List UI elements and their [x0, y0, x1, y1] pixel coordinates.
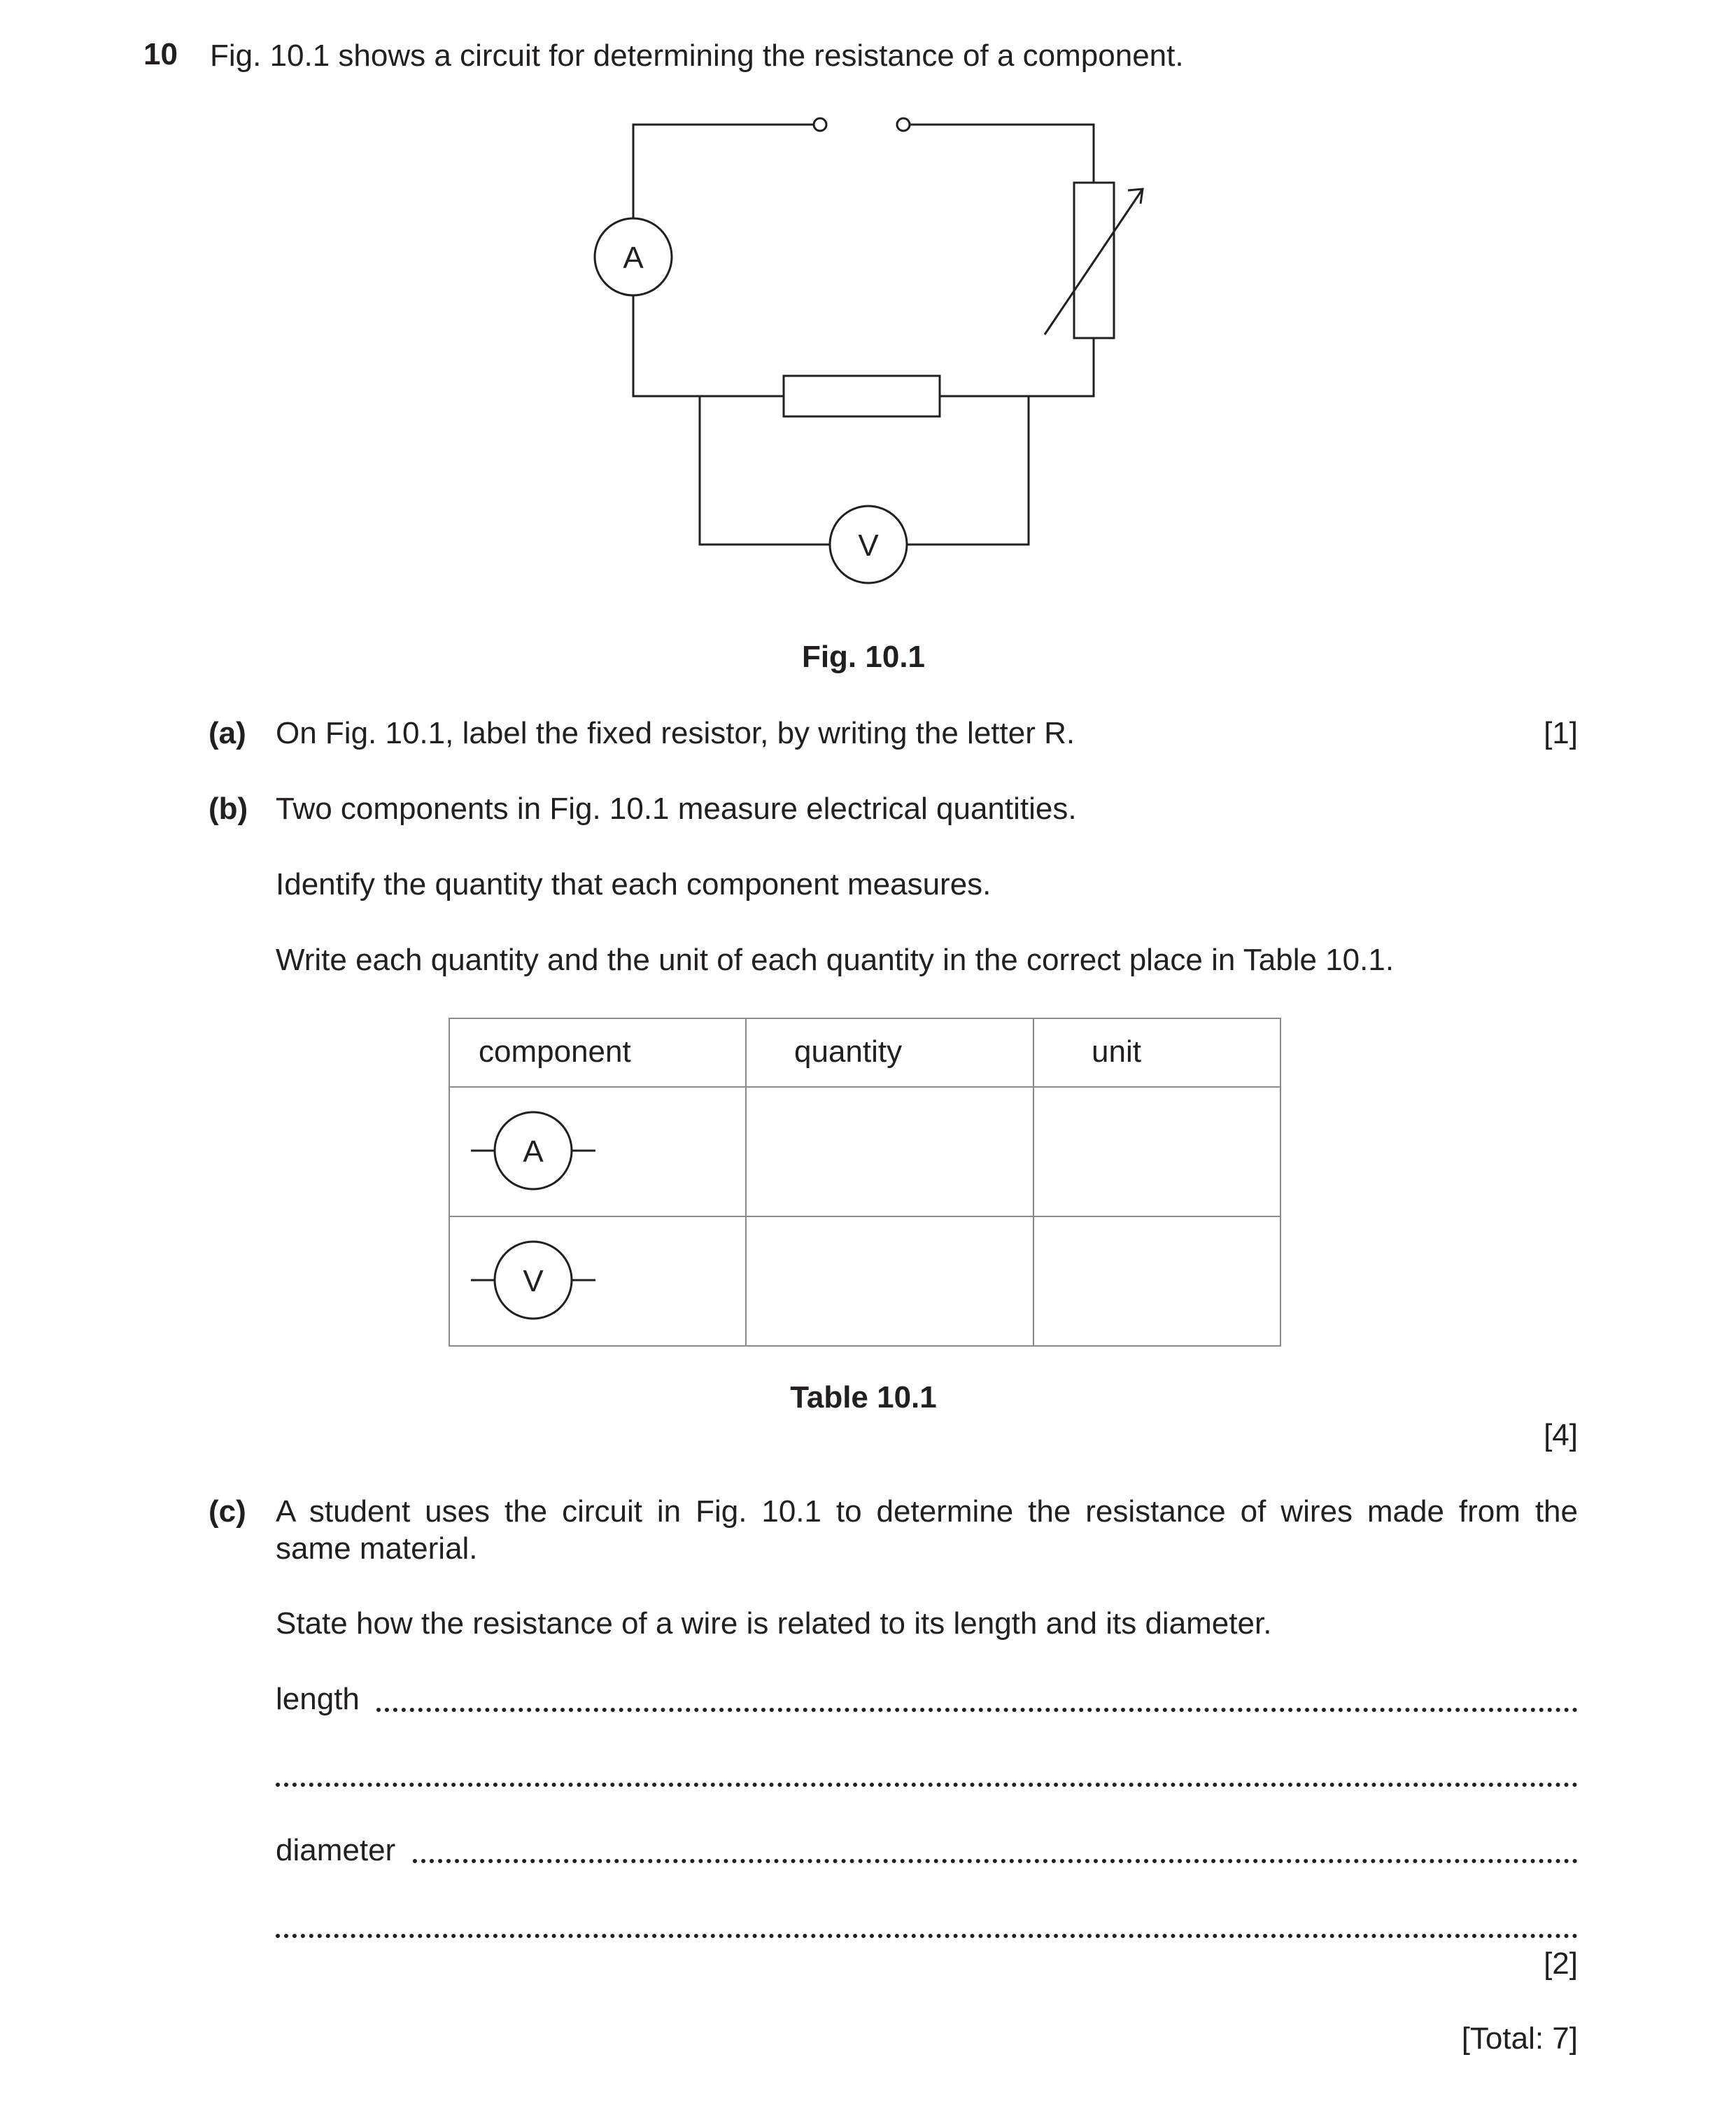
question-number: 10 [143, 37, 178, 71]
quantity-cell-ammeter[interactable] [746, 1087, 1033, 1216]
diameter-answer-line-2[interactable] [276, 1934, 1578, 1938]
unit-cell-ammeter[interactable] [1033, 1087, 1280, 1216]
length-answer-line-1[interactable] [376, 1708, 1578, 1712]
part-b-label: (b) [209, 792, 248, 826]
switch-terminal-left [814, 118, 826, 131]
voltmeter-symbol-small [471, 1217, 597, 1343]
part-b-text-2: Identify the quantity that each component measures. [276, 867, 992, 901]
unit-cell-voltmeter[interactable] [1033, 1216, 1280, 1346]
part-a-text: On Fig. 10.1, label the fixed resistor, by writing the letter R. [276, 716, 1075, 750]
quantity-cell-voltmeter[interactable] [746, 1216, 1033, 1346]
table-row [449, 1216, 1280, 1346]
part-b-marks: [4] [1544, 1418, 1578, 1452]
header-quantity: quantity [794, 1034, 903, 1069]
part-c-text-line-2: same material. [276, 1531, 478, 1566]
length-label: length [276, 1682, 360, 1716]
part-b-text-3: Write each quantity and the unit of each quantity in the correct place in Table 10.1. [276, 943, 1395, 977]
part-c-marks: [2] [1544, 1946, 1578, 1981]
header-component: component [479, 1034, 631, 1069]
part-c-label: (c) [209, 1494, 246, 1529]
diameter-answer-line-1[interactable] [413, 1859, 1578, 1863]
diameter-label: diameter [276, 1833, 396, 1867]
wire-voltmeter-right [907, 396, 1029, 545]
fixed-resistor [784, 376, 940, 416]
wire-right-lower [940, 338, 1094, 396]
ammeter-letter: A [623, 241, 644, 275]
part-a-marks: [1] [1544, 716, 1578, 750]
table-row [449, 1087, 1280, 1216]
header-cell-unit [1033, 1018, 1280, 1087]
wire-top-left [633, 125, 814, 218]
part-c-text-2: State how the resistance of a wire is related to its length and its diameter. [276, 1606, 1272, 1641]
component-cell-ammeter [449, 1087, 746, 1216]
wire-left-lower [633, 295, 784, 396]
header-cell-quantity [746, 1018, 1033, 1087]
wire-top-right [910, 125, 1094, 183]
component-cell-voltmeter [449, 1216, 746, 1346]
wire-voltmeter-left [700, 396, 830, 545]
length-answer-line-2[interactable] [276, 1783, 1578, 1787]
part-b-text-1: Two components in Fig. 10.1 measure electrical quantities. [276, 792, 1077, 826]
part-a-label: (a) [209, 716, 246, 750]
ammeter-symbol-letter: A [523, 1135, 544, 1169]
ammeter-symbol-small [471, 1088, 597, 1214]
figure-caption: Fig. 10.1 [801, 640, 926, 674]
question-intro: Fig. 10.1 shows a circuit for determining the resistance of a component. [210, 38, 1184, 73]
total-marks: [Total: 7] [1461, 2021, 1578, 2056]
table-header-row [449, 1018, 1280, 1087]
part-c-text-line-1: A student uses the circuit in Fig. 10.1 to determine the resistance of wires made from the [276, 1494, 1578, 1529]
table-caption: Table 10.1 [790, 1380, 937, 1414]
header-unit: unit [1092, 1034, 1141, 1069]
header-cell-component [449, 1018, 746, 1087]
switch-terminal-right [897, 118, 910, 131]
table-10-1 [449, 1018, 1281, 1347]
voltmeter-letter: V [858, 528, 879, 563]
voltmeter-symbol-letter: V [523, 1264, 544, 1298]
circuit-diagram [0, 0, 1736, 630]
